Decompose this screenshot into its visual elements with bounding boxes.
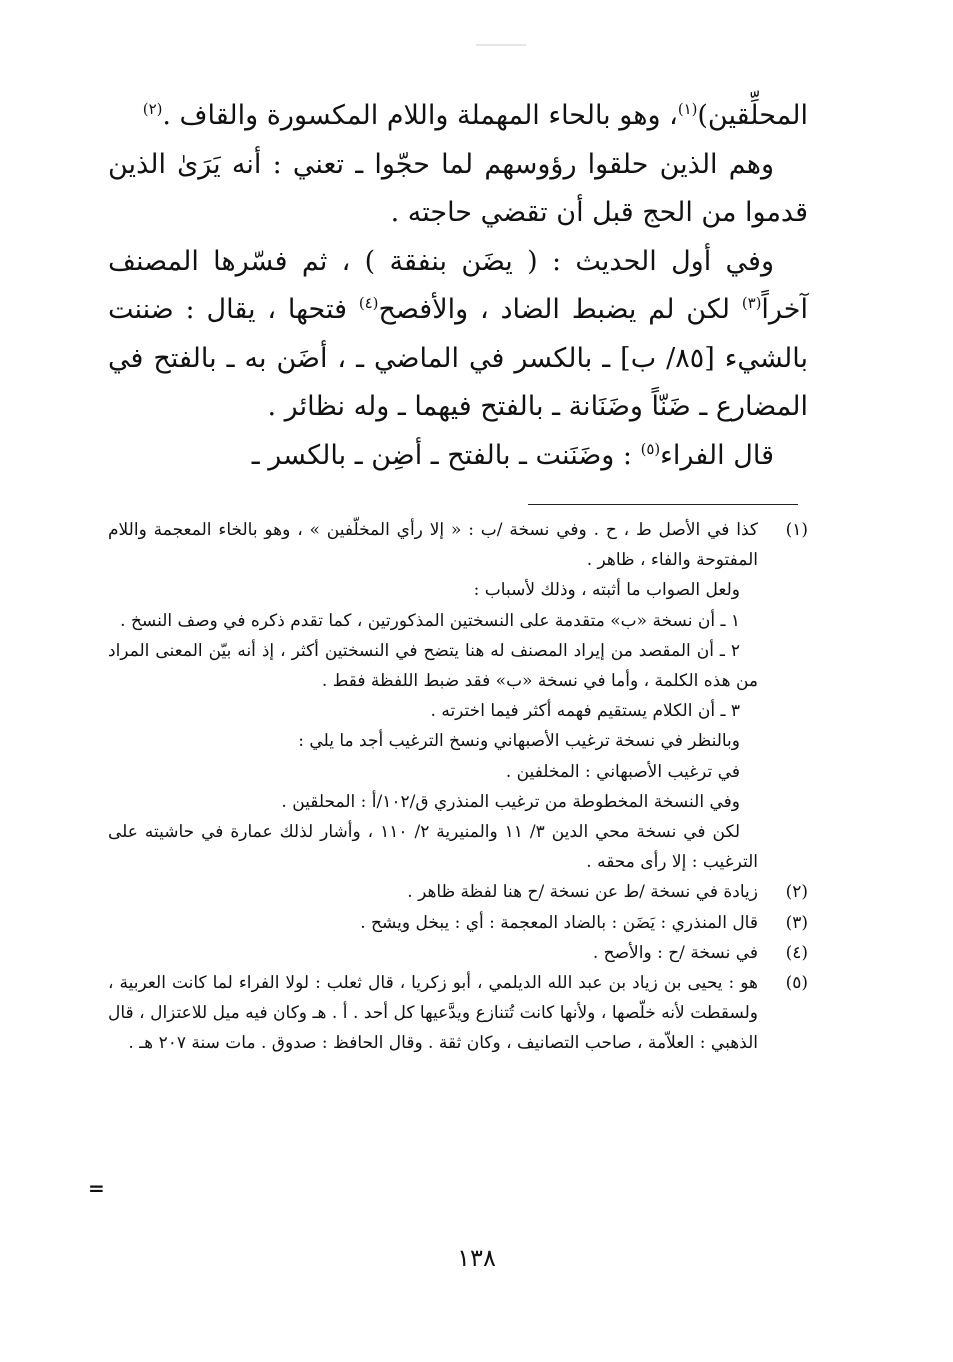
footnotes bbox=[108, 515, 808, 1059]
footnote-line: زيادة في نسخة /ط عن نسخة /ح هنا لفظة ظاهر . bbox=[407, 882, 758, 903]
footnote-ref[interactable]: (٤) bbox=[358, 294, 379, 312]
footnote-line: ٢ ـ أن المقصد من إيراد المصنف له هنا يتضح في النسختين أكثر ، إذ أنه بيّن المعنى المراد من هذه الكلمة ، وأما في نسخة «ب» فقد ضبط اللفظة فقط . bbox=[108, 640, 758, 692]
text-run: وهم الذين حلقوا رؤوسهم لما حجّوا ـ تعني : أنه يَرَىٰ الذين قدموا من الحج قبل أن تقضي حاجته . bbox=[108, 148, 808, 228]
footnote-body bbox=[108, 938, 758, 968]
footnote-number: (١) bbox=[785, 520, 808, 540]
footnote-line: كذا في الأصل ط ، ح . وفي نسخة /ب : « إلا رأي المخلّفين » ، وهو بالخاء المعجمة واللام المفتوحة والفاء ، ظاهر . bbox=[108, 520, 758, 571]
text-run: قال الفراء bbox=[660, 439, 774, 471]
paragraph-1 bbox=[108, 92, 808, 141]
page-number: ١٣٨ bbox=[457, 1244, 496, 1272]
footnote-line: قال المنذري : يَضَن : بالضاد المعجمة : أي : يبخل ويشح . bbox=[360, 912, 758, 933]
footnote-number: (٥) bbox=[785, 973, 808, 994]
footnote-line: وفي النسخة المخطوطة من ترغيب المنذري ق/١٠٢/أ : المحلقين . bbox=[281, 791, 740, 812]
footnote-ref[interactable]: (٥) bbox=[640, 439, 661, 458]
footnote-line: وبالنظر في نسخة ترغيب الأصبهاني ونسخ الترغيب أجد ما يلي : bbox=[298, 731, 740, 752]
footnote-body bbox=[108, 968, 758, 1059]
footnote-divider bbox=[528, 504, 798, 505]
footnote-line: لكن في نسخة محي الدين ٣/ ١١ والمنيرية ٢/ ١١٠ ، وأشار لذلك عمارة في حاشيته على الترغيب : إلا رأى محقه . bbox=[108, 822, 758, 873]
footnote-2 bbox=[108, 877, 808, 907]
paragraph-2 bbox=[108, 141, 808, 238]
text-run: ، وهو بالحاء المهملة واللام المكسورة والقاف . bbox=[162, 100, 678, 131]
footnote-line: ولعل الصواب ما أثبته ، وذلك لأسباب : bbox=[473, 580, 740, 601]
footnote-line: ٣ ـ أن الكلام يستقيم فهمه أكثر فيما اخترته . bbox=[430, 701, 740, 722]
text-run: : وضَنَنت ـ بالفتح ـ أضِن ـ بالكسر ـ bbox=[251, 439, 632, 471]
footnote-line: في نسخة /ح : والأصح . bbox=[592, 942, 758, 963]
main-text bbox=[108, 92, 808, 480]
footnote-ref[interactable]: (٣) bbox=[741, 294, 762, 312]
text-run: وفي أول الحديث : ( يضَن بنفقة ) ، ثم فسّرها المصنف آخراً bbox=[108, 245, 808, 325]
footnote-body bbox=[108, 908, 758, 938]
text-run: المحلِّقين) bbox=[697, 100, 808, 131]
footnote-body bbox=[108, 877, 758, 907]
footnote-line: هو : يحيى بن زياد بن عبد الله الديلمي ، أبو زكريا ، قال ثعلب : لولا الفراء لما كانت العربية ، ولسقطت لأنه خلّصها ، ولأنها كانت تُتنازع ويدَّعيها كل أحد . أ . هـ وكان فيه ميل للاعتزال ، قال الذهبي : العلاّمة ، صاحب التصانيف ، وكان ثقة . وقال الحافظ : صدوق . مات سنة ٢٠٧ هـ . bbox=[108, 973, 758, 1054]
continuation-mark: = bbox=[88, 1176, 105, 1200]
footnote-4 bbox=[108, 938, 808, 968]
paragraph-3 bbox=[108, 238, 808, 432]
footnote-line: في ترغيب الأصبهاني : المخلفين . bbox=[505, 761, 740, 782]
text-run: فتحها ، يقال : ضننت بالشيء [٨٥/ ب] ـ بالكسر في الماضي ـ ، أضَن به ـ بالفتح في المضارع ـ ضَنّاً وضَنَانة ـ بالفتح فيهما ـ وله نظائر . bbox=[108, 294, 808, 422]
text-run: لكن لم يضبط الضاد ، والأفصح bbox=[378, 294, 730, 325]
footnote-body bbox=[108, 515, 758, 877]
footnote-number: (٤) bbox=[785, 942, 808, 963]
footnote-5 bbox=[108, 968, 808, 1059]
footnote-number: (٣) bbox=[785, 912, 808, 933]
footnote-line: ١ ـ أن نسخة «ب» متقدمة على النسختين المذكورتين ، كما تقدم ذكره في وصف النسخ . bbox=[120, 610, 740, 631]
footnote-3 bbox=[108, 908, 808, 938]
paragraph-4 bbox=[108, 432, 808, 481]
footnote-ref[interactable]: (١) bbox=[677, 100, 698, 118]
footnote-1 bbox=[108, 515, 808, 877]
scan-smudge bbox=[476, 44, 526, 46]
footnote-ref[interactable]: (٢) bbox=[142, 100, 163, 118]
footnote-number: (٢) bbox=[785, 882, 808, 903]
